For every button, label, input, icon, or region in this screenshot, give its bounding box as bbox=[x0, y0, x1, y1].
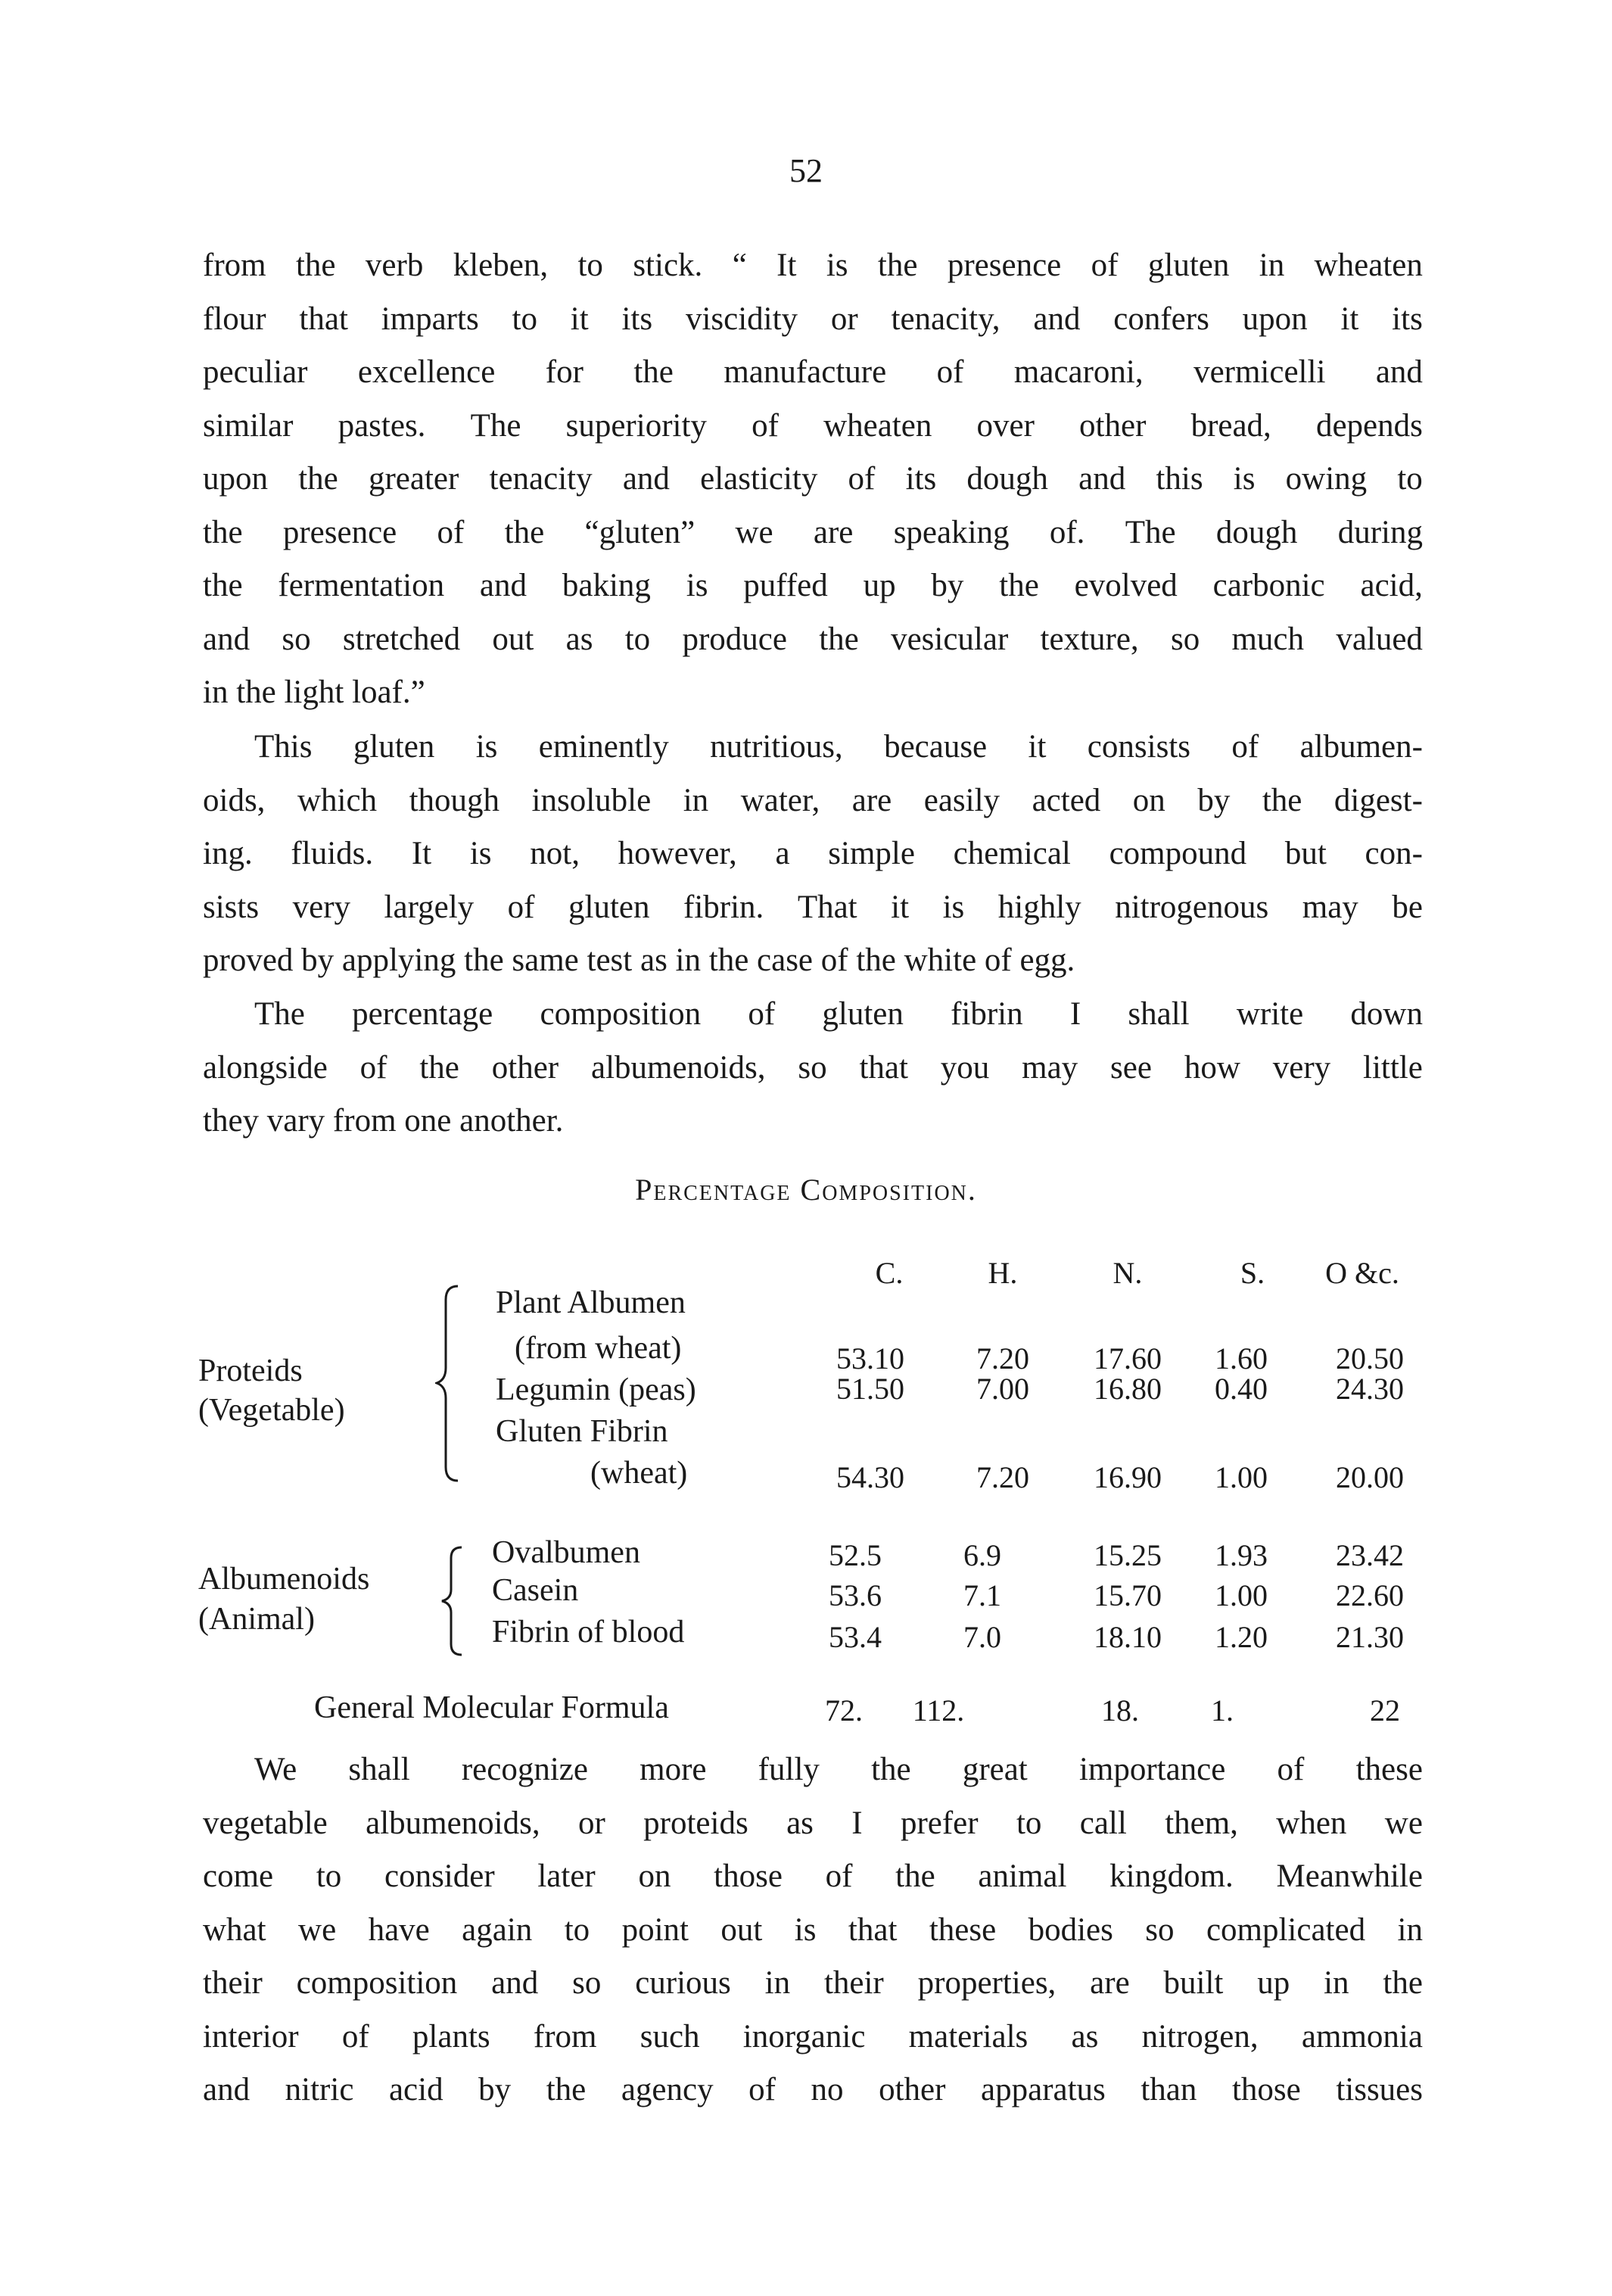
text-line: the presence of the “gluten” we are speaking of. The dough during bbox=[203, 514, 1423, 550]
value-cell: 16.90 bbox=[1094, 1460, 1162, 1494]
table-title: Percentage Composition. bbox=[635, 1173, 977, 1207]
value-cell: 20.00 bbox=[1336, 1460, 1404, 1494]
group-label: Albumenoids bbox=[198, 1562, 370, 1597]
text-line: flour that imparts to it its viscidity or tenacity, and confers upon it its bbox=[203, 301, 1423, 337]
text-line: what we have again to point out is that these bodies so complicated in bbox=[203, 1911, 1423, 1948]
value-cell: 1.00 bbox=[1215, 1578, 1268, 1612]
value-cell: 7.20 bbox=[976, 1460, 1029, 1494]
brace-icon bbox=[435, 1283, 465, 1484]
column-header-n: N. bbox=[1113, 1256, 1143, 1290]
text-line: interior of plants from such inorganic materials as nitrogen, ammonia bbox=[203, 2018, 1423, 2055]
value-cell: 7.1 bbox=[963, 1578, 1001, 1612]
text-line: ing. fluids. It is not, however, a simple chemical compound but con- bbox=[203, 836, 1423, 871]
column-header-h: H. bbox=[988, 1256, 1018, 1290]
row-name: Fibrin of blood bbox=[492, 1615, 685, 1650]
page-number: 52 bbox=[789, 152, 823, 189]
paragraph-4 bbox=[203, 1743, 1423, 2117]
row-name: Casein bbox=[492, 1573, 579, 1608]
group-label: Proteids bbox=[198, 1354, 303, 1388]
value-cell: 54.30 bbox=[836, 1460, 904, 1494]
value-cell: 51.50 bbox=[836, 1372, 904, 1406]
value-cell: 7.00 bbox=[976, 1372, 1029, 1406]
text-line: from the verb kleben, to stick. “ It is the presence of gluten in wheaten bbox=[203, 248, 1423, 283]
value-cell: 1.00 bbox=[1215, 1460, 1268, 1494]
text-line: and so stretched out as to produce the vesicular texture, so much valued bbox=[203, 621, 1423, 657]
column-header-o: O &c. bbox=[1325, 1256, 1399, 1290]
value-cell: 21.30 bbox=[1336, 1620, 1404, 1654]
text-line: upon the greater tenacity and elasticity of its dough and this is owing to bbox=[203, 461, 1423, 497]
text-line: similar pastes. The superiority of wheaten over other bread, depends bbox=[203, 407, 1423, 444]
value-cell: 22.60 bbox=[1336, 1578, 1404, 1612]
value-cell: 53.6 bbox=[829, 1578, 882, 1612]
text-line: oids, which though insoluble in water, are easily acted on by the digest- bbox=[203, 782, 1423, 818]
row-name: Plant Albumen bbox=[496, 1285, 686, 1320]
formula-value: 112. bbox=[912, 1693, 965, 1727]
column-header-s: S. bbox=[1240, 1256, 1265, 1290]
value-cell: 0.40 bbox=[1215, 1372, 1268, 1406]
value-cell: 17.60 bbox=[1094, 1341, 1162, 1375]
text-line: the fermentation and baking is puffed up by the evolved carbonic acid, bbox=[203, 568, 1423, 603]
formula-value: 1. bbox=[1211, 1693, 1234, 1727]
formula-value: 18. bbox=[1101, 1693, 1139, 1727]
text-line: The percentage composition of gluten fibrin I shall write down bbox=[254, 996, 1423, 1032]
value-cell: 6.9 bbox=[963, 1538, 1001, 1572]
row-name: Legumin (peas) bbox=[496, 1372, 696, 1407]
text-line: come to consider later on those of the animal kingdom. Meanwhile bbox=[203, 1858, 1423, 1894]
value-cell: 1.20 bbox=[1215, 1620, 1268, 1654]
row-name-sub: (wheat) bbox=[590, 1456, 688, 1491]
value-cell: 53.10 bbox=[836, 1341, 904, 1375]
row-name: Ovalbumen bbox=[492, 1535, 640, 1570]
value-cell: 52.5 bbox=[829, 1538, 882, 1572]
value-cell: 7.20 bbox=[976, 1341, 1029, 1375]
column-header-c: C. bbox=[875, 1256, 904, 1290]
value-cell: 18.10 bbox=[1094, 1620, 1162, 1654]
text-line: their composition and so curious in their properties, are built up in the bbox=[203, 1965, 1423, 2001]
brace-icon bbox=[439, 1544, 469, 1658]
value-cell: 23.42 bbox=[1336, 1538, 1404, 1572]
formula-label: General Molecular Formula bbox=[314, 1690, 669, 1725]
text-line: and nitric acid by the agency of no other apparatus than those tissues bbox=[203, 2072, 1423, 2108]
value-cell: 7.0 bbox=[963, 1620, 1001, 1654]
text-line: in the light loaf.” bbox=[203, 674, 425, 710]
paragraph-2 bbox=[203, 721, 1423, 988]
text-line: proved by applying the same test as in the case of the white of egg. bbox=[203, 942, 1075, 978]
value-cell: 24.30 bbox=[1336, 1372, 1404, 1406]
value-cell: 15.25 bbox=[1094, 1538, 1162, 1572]
value-cell: 20.50 bbox=[1336, 1341, 1404, 1375]
group-sublabel: (Vegetable) bbox=[198, 1393, 345, 1428]
value-cell: 53.4 bbox=[829, 1620, 882, 1654]
value-cell: 16.80 bbox=[1094, 1372, 1162, 1406]
row-name: Gluten Fibrin bbox=[496, 1414, 668, 1449]
text-line: they vary from one another. bbox=[203, 1103, 564, 1139]
text-line: alongside of the other albumenoids, so that you may see how very little bbox=[203, 1049, 1423, 1086]
value-cell: 15.70 bbox=[1094, 1578, 1162, 1612]
text-line: This gluten is eminently nutritious, because it consists of albumen- bbox=[254, 729, 1423, 765]
row-name-sub: (from wheat) bbox=[515, 1331, 682, 1366]
text-line: peculiar excellence for the manufacture of macaroni, vermicelli and bbox=[203, 354, 1423, 390]
paragraph-1 bbox=[203, 239, 1423, 720]
formula-value: 22 bbox=[1370, 1693, 1400, 1727]
text-line: sists very largely of gluten fibrin. That it is highly nitrogenous may be bbox=[203, 889, 1423, 925]
text-line: We shall recognize more fully the great importance of these bbox=[254, 1752, 1423, 1787]
value-cell: 1.60 bbox=[1215, 1341, 1268, 1375]
value-cell: 1.93 bbox=[1215, 1538, 1268, 1572]
group-sublabel: (Animal) bbox=[198, 1602, 315, 1637]
formula-value: 72. bbox=[825, 1693, 863, 1727]
paragraph-3 bbox=[203, 988, 1423, 1148]
text-line: vegetable albumenoids, or proteids as I prefer to call them, when we bbox=[203, 1805, 1423, 1841]
